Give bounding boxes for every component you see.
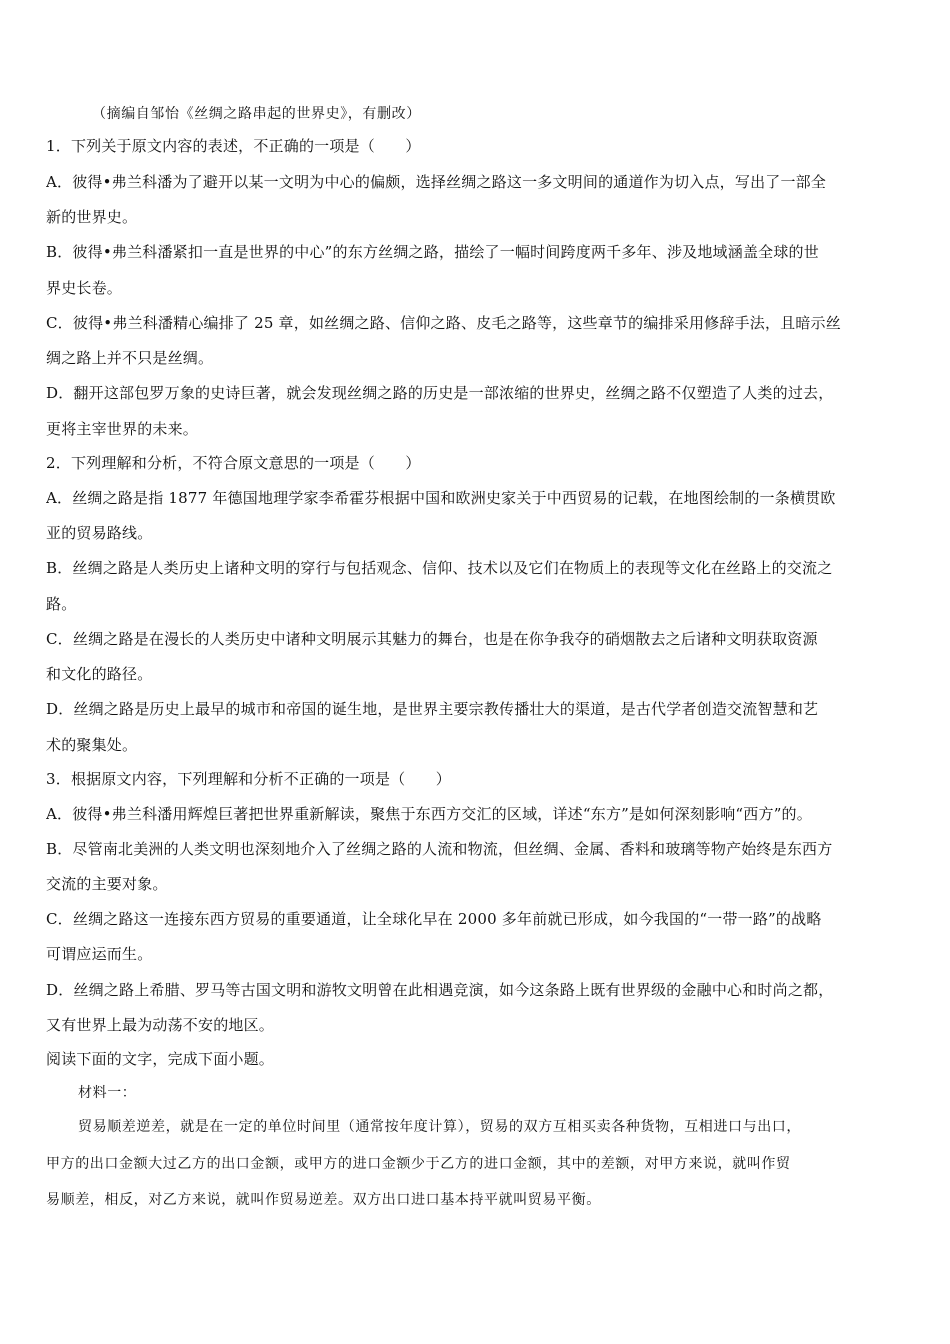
question-1-stem: 1．下列关于原文内容的表述，不正确的一项是（ ） bbox=[46, 137, 421, 155]
question-1-option-b-cont: 界史长卷。 bbox=[46, 279, 123, 297]
question-3-option-c-cont: 可谓应运而生。 bbox=[46, 945, 153, 963]
reading-instruction: 阅读下面的文字，完成下面小题。 bbox=[46, 1050, 275, 1068]
question-2-option-d: D．丝绸之路是历史上最早的城市和帝国的诞生地，是世界主要宗教传播壮大的渠道，是古代学者创造交流智慧和艺 bbox=[46, 700, 819, 718]
question-1-option-a: A．彼得•弗兰科潘为了避开以某一文明为中心的偏颇，选择丝绸之路这一多文明间的通道作为切入点，写出了一部全 bbox=[46, 173, 827, 191]
question-3-option-d: D．丝绸之路上希腊、罗马等古国文明和游牧文明曾在此相遇竞演，如今这条路上既有世界级的金融中心和时尚之都， bbox=[46, 981, 834, 999]
question-2-option-a: A．丝绸之路是指 1877 年德国地理学家李希霍芬根据中国和欧洲史家关于中西贸易的记载，在地图绘制的一条横贯欧 bbox=[46, 489, 836, 507]
source-note: （摘编自邹怡《丝绸之路串起的世界史》，有删改） bbox=[92, 106, 421, 122]
question-2-option-a-cont: 亚的贸易路线。 bbox=[46, 524, 153, 542]
question-1-option-b: B．彼得•弗兰科潘紧扣一直是世界的中心”的东方丝绸之路，描绘了一幅时间跨度两千多年、涉及地域涵盖全球的世 bbox=[46, 243, 819, 261]
question-2-option-b: B．丝绸之路是人类历史上诸种文明的穿行与包括观念、信仰、技术以及它们在物质上的表现等文化在丝路上的交流之 bbox=[46, 559, 833, 577]
question-2-option-c-cont: 和文化的路径。 bbox=[46, 665, 153, 683]
question-3-option-a: A．彼得•弗兰科潘用辉煌巨著把世界重新解读，聚焦于东西方交汇的区域，详述“东方”是如何深刻影响“西方”的。 bbox=[46, 805, 812, 823]
question-1-option-d: D．翻开这部包罗万象的史诗巨著，就会发现丝绸之路的历史是一部浓缩的世界史，丝绸之路不仅塑造了人类的过去， bbox=[46, 384, 834, 402]
material-1-paragraph-line-3: 易顺差，相反，对乙方来说，就叫作贸易逆差。双方出口进口基本持平就叫贸易平衡。 bbox=[46, 1192, 601, 1208]
question-1-option-d-cont: 更将主宰世界的未来。 bbox=[46, 420, 199, 438]
question-3-option-c: C．丝绸之路这一连接东西方贸易的重要通道，让全球化早在 2000 多年前就已形成，如今我国的“一带一路”的战略 bbox=[46, 910, 822, 928]
question-3-option-d-cont: 又有世界上最为动荡不安的地区。 bbox=[46, 1016, 275, 1034]
material-1-paragraph-line-2: 甲方的出口金额大过乙方的出口金额，或甲方的进口金额少于乙方的进口金额，其中的差额，对甲方来说，就叫作贸 bbox=[46, 1156, 791, 1172]
question-2-option-d-cont: 术的聚集处。 bbox=[46, 736, 138, 754]
question-3-option-b: B．尽管南北美洲的人类文明也深刻地介入了丝绸之路的人流和物流，但丝绸、金属、香料和玻璃等物产始终是东西方 bbox=[46, 840, 833, 858]
question-2-stem: 2．下列理解和分析，不符合原文意思的一项是（ ） bbox=[46, 454, 421, 472]
question-1-option-c-cont: 绸之路上并不只是丝绸。 bbox=[46, 349, 214, 367]
material-1-heading: 材料一： bbox=[78, 1085, 137, 1101]
question-3-stem: 3．根据原文内容，下列理解和分析不正确的一项是（ ） bbox=[46, 770, 451, 788]
question-3-option-b-cont: 交流的主要对象。 bbox=[46, 875, 168, 893]
question-2-option-c: C．丝绸之路是在漫长的人类历史中诸种文明展示其魅力的舞台，也是在你争我夺的硝烟散去之后诸种文明获取资源 bbox=[46, 630, 818, 648]
material-1-paragraph-line-1: 贸易顺差逆差，就是在一定的单位时间里（通常按年度计算），贸易的双方互相买卖各种货物，互相进口与出口， bbox=[78, 1119, 801, 1135]
question-1-option-a-cont: 新的世界史。 bbox=[46, 208, 138, 226]
question-1-option-c: C．彼得•弗兰科潘精心编排了 25 章，如丝绸之路、信仰之路、皮毛之路等，这些章节的编排采用修辞手法，且暗示丝 bbox=[46, 314, 841, 332]
question-2-option-b-cont: 路。 bbox=[46, 595, 77, 613]
